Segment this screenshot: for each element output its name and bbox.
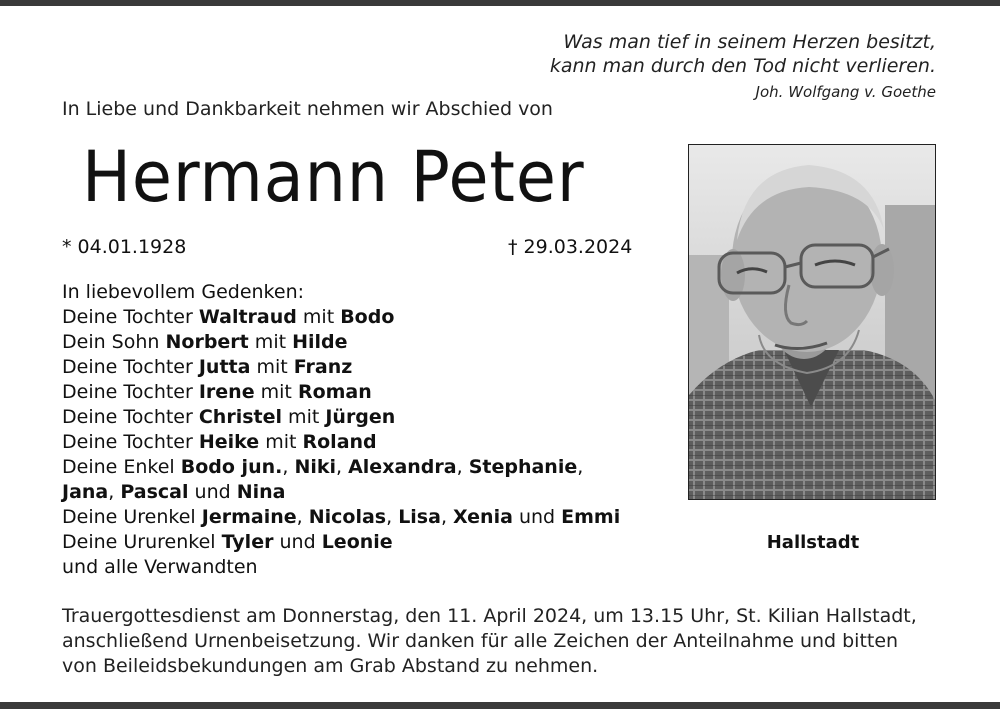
family-relation-text: , [282,456,295,478]
portrait-photo-icon [689,145,935,499]
family-member-name: Niki [294,456,336,478]
quote-line-1: Was man tief in seinem Herzen besitzt, [563,31,936,53]
portrait-photo [688,144,936,500]
family-relation-text: , [296,506,309,528]
family-list [62,280,620,580]
family-member-name: Christel [198,406,283,428]
family-relation-text: Deine Tochter [62,381,199,403]
funeral-notice [62,604,952,679]
family-relation-text: Deine Urenkel [62,506,202,528]
family-member-name: Leonie [321,531,393,553]
deceased-name: Hermann Peter [82,136,585,218]
family-line [62,530,620,555]
family-lines [62,305,620,580]
family-line [62,355,620,380]
family-heading: In liebevollem Gedenken: [62,281,305,303]
family-member-name: Tyler [221,531,274,553]
quote-line-2: kann man durch den Tod nicht verlieren. [549,55,936,77]
family-member-name: Irene [198,381,255,403]
family-relation-text: Deine Ururenkel [62,531,222,553]
family-relation-text: mit [259,431,303,453]
intro-text: In Liebe und Dankbarkeit nehmen wir Abschied von [62,98,553,120]
family-relation-text: , [577,456,584,478]
family-member-name: Emmi [561,506,621,528]
family-line [62,380,620,405]
family-relation-text: und [188,481,237,503]
family-relation-text: Deine Tochter [62,406,199,428]
family-relation-text: und alle Verwandten [62,556,258,578]
family-member-name: Jürgen [325,406,396,428]
family-relation-text: und [273,531,322,553]
family-member-name: Franz [293,356,353,378]
place-name: Hallstadt [766,532,860,553]
family-member-name: Roland [302,431,377,453]
family-relation-text: , [108,481,121,503]
family-line [62,430,620,455]
family-relation-text: , [386,506,399,528]
death-date: † 29.03.2024 [508,236,633,258]
family-member-name: Nicolas [308,506,387,528]
family-member-name: Stephanie [468,456,578,478]
family-member-name: Heike [198,431,260,453]
family-relation-text: , [336,456,349,478]
notice-line-3: von Beileidsbekundungen am Grab Abstand zu nehmen. [62,655,599,677]
family-member-name: Bodo jun. [180,456,283,478]
family-member-name: Bodo [340,306,395,328]
family-line [62,555,620,580]
family-relation-text: Deine Tochter [62,431,199,453]
family-member-name: Lisa [398,506,441,528]
family-member-name: Pascal [120,481,189,503]
goethe-quote [550,30,936,104]
family-line [62,505,620,530]
birth-date: * 04.01.1928 [62,236,187,258]
family-relation-text: und [512,506,562,528]
family-member-name: Alexandra [348,456,457,478]
family-line [62,480,620,505]
family-relation-text: , [440,506,454,528]
family-relation-text: Deine Tochter [62,356,199,378]
family-line [62,330,620,355]
family-member-name: Roman [297,381,372,403]
family-member-name: Waltraud [198,306,297,328]
family-member-name: Jermaine [201,506,297,528]
family-relation-text: Deine Enkel [62,456,181,478]
family-relation-text: mit [282,406,326,428]
family-member-name: Hilde [292,331,348,353]
family-relation-text: , [456,456,469,478]
family-member-name: Jutta [198,356,251,378]
notice-line-1: Trauergottesdienst am Donnerstag, den 11. April 2024, um 13.15 Uhr, St. Kilian Hallstadt, [62,605,917,627]
family-relation-text: mit [254,381,298,403]
family-relation-text: Deine Tochter [62,306,199,328]
family-member-name: Nina [236,481,286,503]
family-member-name: Norbert [165,331,249,353]
family-relation-text: mit [250,356,294,378]
family-line [62,455,620,480]
quote-author: Joh. Wolfgang v. Goethe [755,83,936,101]
family-member-name: Xenia [453,506,513,528]
family-relation-text: mit [248,331,293,353]
family-relation-text: mit [296,306,341,328]
family-member-name: Jana [62,481,109,503]
family-relation-text: Dein Sohn [62,331,166,353]
family-line [62,305,620,330]
notice-line-2: anschließend Urnenbeisetzung. Wir danken für alle Zeichen der Anteilnahme und bitten [62,630,899,652]
family-line [62,405,620,430]
